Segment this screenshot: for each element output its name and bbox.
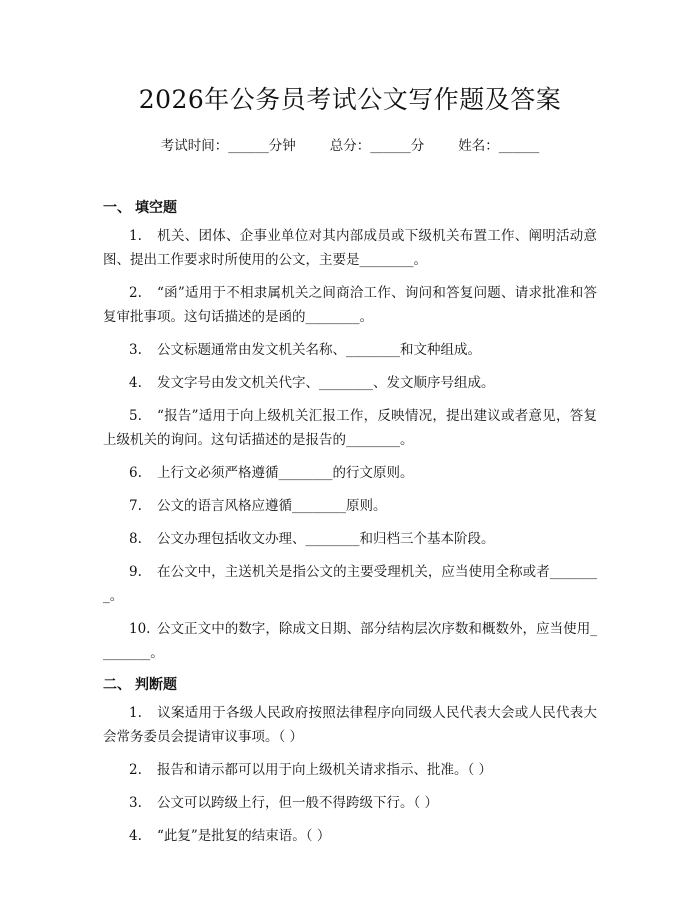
question-item	[103, 281, 597, 329]
question-text: 报告和请示都可以用于向上级机关请求指示、批准。（ ）	[157, 762, 493, 778]
question-text: 公文正文中的数字，除成文日期、部分结构层次序数和概数外，应当使用________。	[103, 621, 597, 661]
section-label: 判断题	[135, 677, 177, 693]
question-item	[103, 371, 597, 395]
question-number: 7.	[129, 498, 142, 514]
question-text: 议案适用于各级人民政府按照法律程序向同级人民代表大会或人民代表大会常务委员会提请审议事项。（ ）	[103, 705, 597, 745]
question-number: 5.	[129, 408, 142, 424]
section-number: 二、	[103, 677, 131, 693]
question-item	[103, 338, 597, 362]
question-text: “函”适用于不相隶属机关之间商洽工作、询问和答复问题、请求批准和答复审批事项。这句话描述的是函的________。	[103, 285, 597, 325]
question-number: 1.	[129, 705, 142, 721]
question-text: 公文办理包括收文办理、________和归档三个基本阶段。	[157, 531, 495, 547]
question-number: 8.	[129, 531, 142, 547]
question-item	[103, 701, 597, 749]
question-text: 发文字号由发文机关代字、________、发文顺序号组成。	[157, 375, 495, 391]
question-number: 3.	[129, 342, 142, 358]
exam-score: 总分：______分	[329, 138, 425, 154]
question-number: 2.	[129, 285, 142, 301]
question-text: 机关、团体、企事业单位对其内部成员或下级机关布置工作、阐明活动意图、提出工作要求时所使用的公文，主要是________。	[103, 228, 597, 268]
exam-name: 姓名：______	[458, 138, 540, 154]
fill-blank-list	[103, 224, 597, 665]
exam-meta	[103, 136, 597, 156]
question-item	[103, 494, 597, 518]
section-number: 一、	[103, 200, 131, 216]
question-number: 1.	[129, 228, 142, 244]
question-number: 2.	[129, 762, 142, 778]
question-item	[103, 527, 597, 551]
question-text: “报告”适用于向上级机关汇报工作，反映情况，提出建议或者意见，答复上级机关的询问。这句话描述的是报告的________。	[103, 408, 597, 448]
question-text: 公文的语言风格应遵循________原则。	[157, 498, 387, 514]
question-number: 10.	[129, 621, 151, 637]
section-true-false-heading	[103, 675, 597, 695]
question-item	[103, 224, 597, 272]
question-item	[103, 791, 597, 815]
exam-time: 考试时间：______分钟	[160, 138, 296, 154]
question-number: 6.	[129, 465, 142, 481]
question-item	[103, 404, 597, 452]
question-text: 公文标题通常由发文机关名称、________和文种组成。	[157, 342, 481, 358]
section-label: 填空题	[135, 200, 177, 216]
question-number: 4.	[129, 828, 142, 844]
question-item	[103, 758, 597, 782]
question-text: 在公文中，主送机关是指公文的主要受理机关，应当使用全称或者________。	[103, 564, 597, 604]
page-title: 2026年公务员考试公文写作题及答案	[138, 85, 562, 114]
question-text: 公文可以跨级上行，但一般不得跨级下行。（ ）	[157, 795, 439, 811]
question-item	[103, 560, 597, 608]
question-number: 3.	[129, 795, 142, 811]
question-text: “此复”是批复的结束语。（ ）	[157, 828, 331, 844]
question-item	[103, 461, 597, 485]
section-fill-blank-heading	[103, 198, 597, 218]
question-number: 9.	[129, 564, 142, 580]
true-false-list	[103, 701, 597, 848]
question-item	[103, 617, 597, 665]
question-number: 4.	[129, 375, 142, 391]
question-item	[103, 824, 597, 848]
question-text: 上行文必须严格遵循________的行文原则。	[157, 465, 414, 481]
